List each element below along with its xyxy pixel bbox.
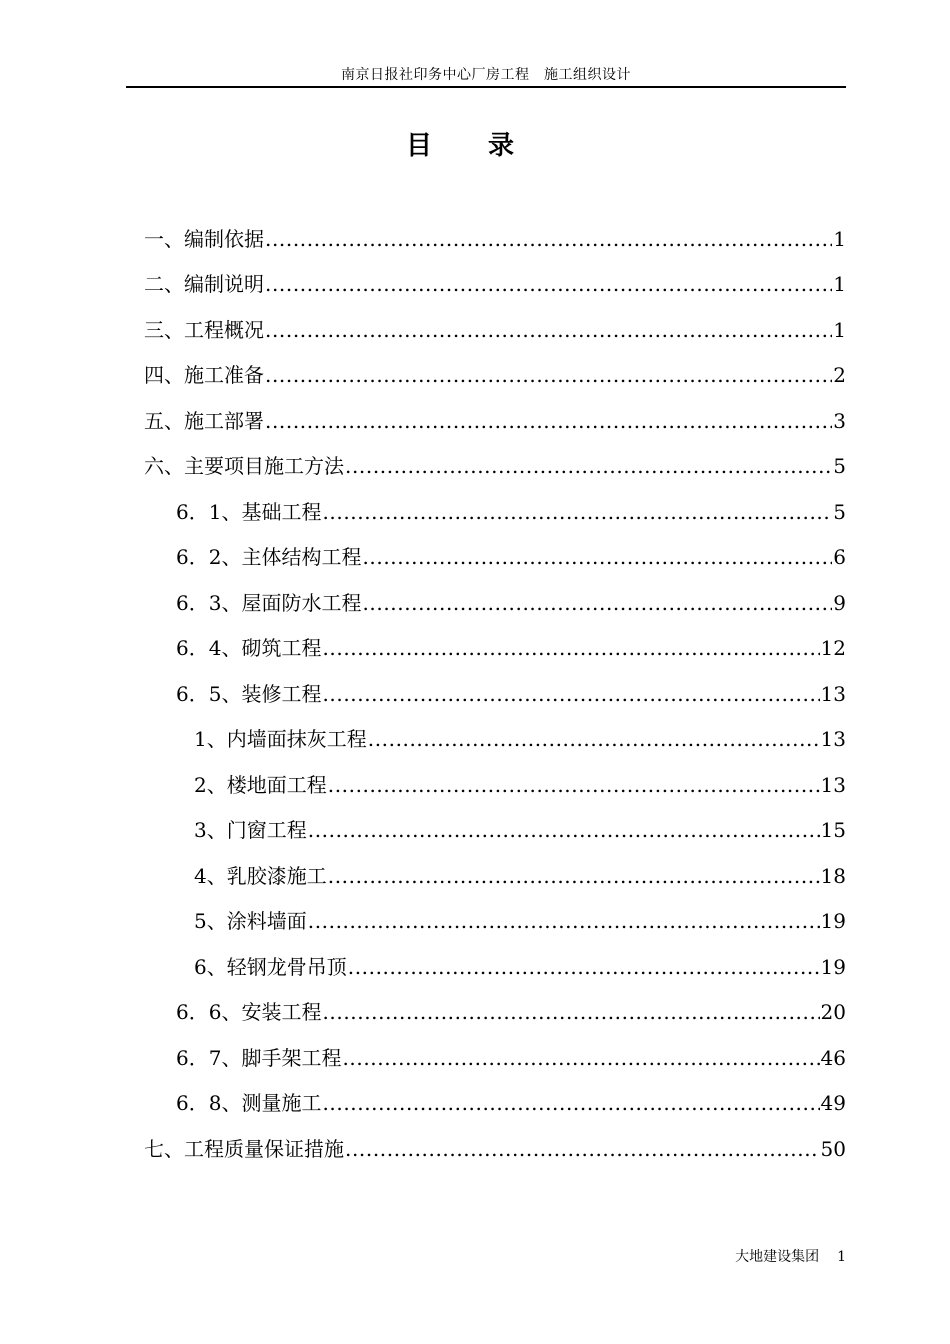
toc-entry-label: 4、乳胶漆施工 [194, 864, 327, 888]
toc-dot-leader [322, 999, 819, 1025]
toc-entry-label: 一、编制依据 [144, 227, 264, 251]
toc-entry-page: 13 [820, 682, 846, 706]
toc-entry[interactable] [176, 540, 846, 570]
toc-entry[interactable] [176, 677, 846, 707]
toc-entry-label: 6．7、脚手架工程 [176, 1046, 342, 1070]
toc-dot-leader [368, 726, 820, 752]
toc-entry-page: 46 [820, 1046, 846, 1070]
toc-entry-label: 6．8、测量施工 [176, 1091, 322, 1115]
footer-page-number: 1 [837, 1249, 846, 1265]
toc-entry-label: 二、编制说明 [144, 272, 264, 296]
toc-entry[interactable] [194, 768, 846, 798]
toc-dot-leader [328, 772, 820, 798]
toc-dot-leader [362, 590, 832, 616]
toc-entry-label: 三、工程概况 [144, 318, 264, 342]
toc-dot-leader [322, 681, 819, 707]
toc-entry-page: 50 [820, 1137, 846, 1161]
toc-entry[interactable] [144, 267, 846, 297]
toc-dot-leader [322, 635, 819, 661]
toc-entry-label: 6．4、砌筑工程 [176, 636, 322, 660]
toc-dot-leader [265, 408, 832, 434]
toc-entry[interactable] [176, 631, 846, 661]
toc-entry-label: 五、施工部署 [144, 409, 264, 433]
toc-entry-label: 七、工程质量保证措施 [144, 1137, 344, 1161]
toc-entry-page: 5 [833, 454, 846, 478]
toc-entry-label: 1、内墙面抹灰工程 [194, 727, 367, 751]
toc-entry-page: 1 [833, 272, 846, 296]
toc-entry-label: 四、施工准备 [144, 363, 264, 387]
toc-entry[interactable] [194, 859, 846, 889]
toc-entry-page: 1 [833, 227, 846, 251]
toc-entry[interactable] [194, 722, 846, 752]
toc-entry[interactable] [144, 404, 846, 434]
toc-entry-label: 6、轻钢龙骨吊顶 [194, 955, 347, 979]
toc-entry-page: 1 [833, 318, 846, 342]
toc-entry-page: 13 [820, 727, 846, 751]
toc-entry-label: 6．6、安装工程 [176, 1000, 322, 1024]
footer-company: 大地建设集团 [735, 1249, 820, 1265]
toc-entry-label: 6．5、装修工程 [176, 682, 322, 706]
toc-entry-page: 19 [820, 909, 846, 933]
toc-entry[interactable] [144, 358, 846, 388]
toc-entry[interactable] [176, 495, 846, 525]
toc-entry[interactable] [176, 995, 846, 1025]
toc-dot-leader [265, 226, 832, 252]
toc-entry-label: 2、楼地面工程 [194, 773, 327, 797]
toc-title: 目录 [405, 131, 570, 161]
toc-entry[interactable] [176, 586, 846, 616]
toc-entry[interactable] [194, 904, 846, 934]
toc-entry[interactable] [144, 313, 846, 343]
running-header: 南京日报社印务中心厂房工程 施工组织设计 [341, 67, 631, 83]
toc-entry-page: 13 [820, 773, 846, 797]
toc-entry-page: 12 [820, 636, 846, 660]
toc-entry[interactable] [194, 950, 846, 980]
toc-dot-leader [362, 544, 832, 570]
toc-dot-leader [328, 863, 820, 889]
toc-dot-leader [348, 954, 820, 980]
toc-entry[interactable] [144, 449, 846, 479]
toc-entry-page: 49 [820, 1091, 846, 1115]
toc-entry-page: 2 [833, 363, 846, 387]
toc-entry[interactable] [194, 813, 846, 843]
toc-entry[interactable] [176, 1086, 846, 1116]
toc-dot-leader [308, 908, 820, 934]
toc-entry-label: 5、涂料墙面 [194, 909, 307, 933]
toc-entry[interactable] [144, 222, 846, 252]
toc-entry-label: 六、主要项目施工方法 [144, 454, 344, 478]
toc-entry[interactable] [176, 1041, 846, 1071]
toc-entry-page: 9 [833, 591, 846, 615]
toc-entry-page: 18 [820, 864, 846, 888]
toc-entry[interactable] [144, 1132, 846, 1162]
toc-dot-leader [308, 817, 820, 843]
toc-entry-label: 3、门窗工程 [194, 818, 307, 842]
toc-entry-page: 5 [833, 500, 846, 524]
page-footer [735, 1248, 846, 1266]
toc-entry-label: 6．1、基础工程 [176, 500, 322, 524]
toc-dot-leader [342, 1045, 819, 1071]
toc-entry-label: 6．2、主体结构工程 [176, 545, 362, 569]
toc-dot-leader [265, 362, 832, 388]
toc-entry-page: 15 [820, 818, 846, 842]
toc-dot-leader [265, 317, 832, 343]
toc-dot-leader [322, 1090, 819, 1116]
toc-dot-leader [345, 1136, 820, 1162]
toc-entry-label: 6．3、屋面防水工程 [176, 591, 362, 615]
toc-entry-page: 6 [833, 545, 846, 569]
toc-entry-page: 19 [820, 955, 846, 979]
toc-entry-page: 20 [820, 1000, 846, 1024]
toc-dot-leader [345, 453, 832, 479]
toc-dot-leader [265, 271, 832, 297]
toc-dot-leader [322, 499, 832, 525]
toc-entry-page: 3 [833, 409, 846, 433]
